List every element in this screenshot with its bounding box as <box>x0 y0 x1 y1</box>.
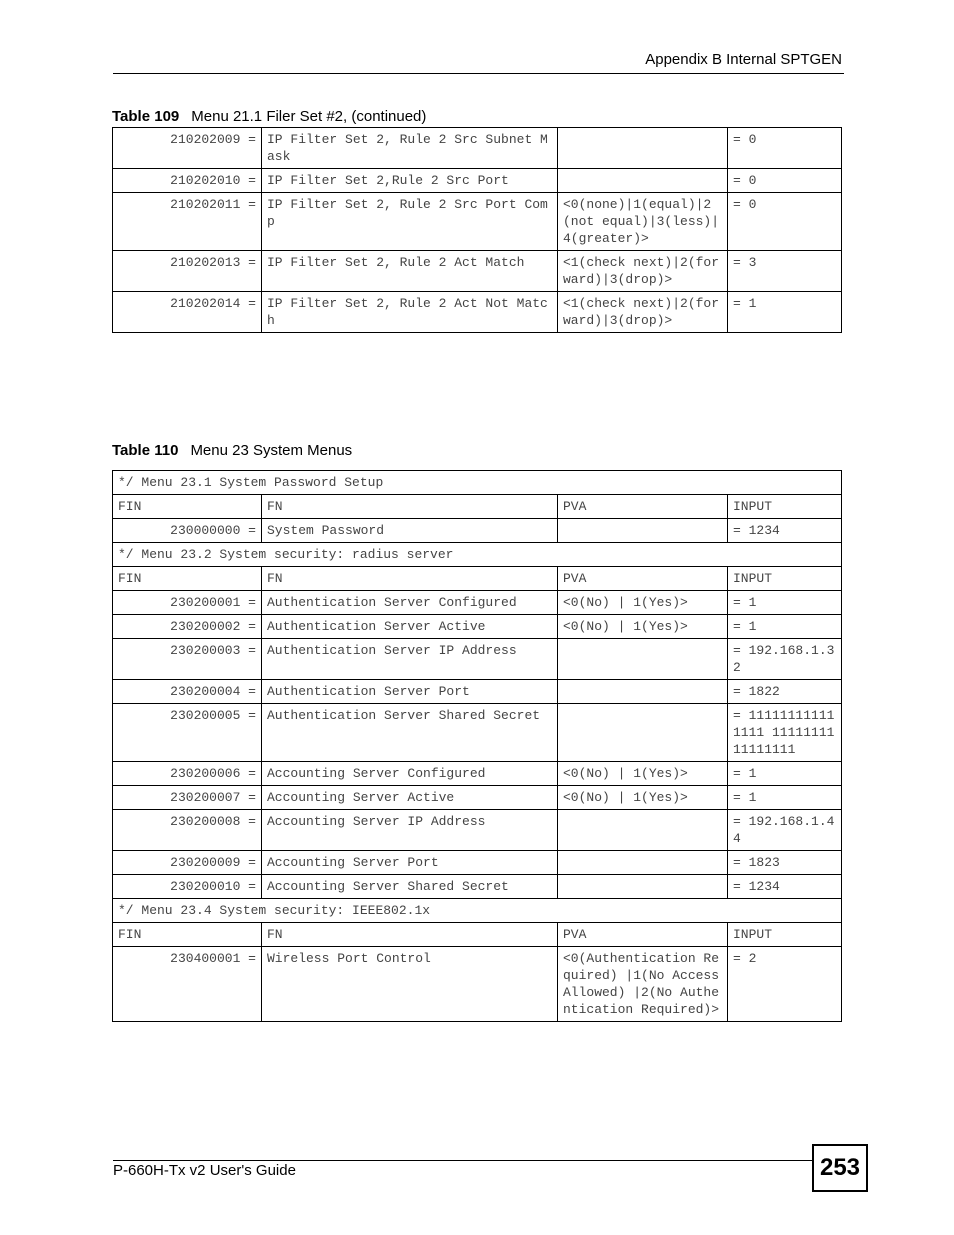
fin-cell: 210202011 = <box>113 193 262 251</box>
input-cell: = 1 <box>728 615 842 639</box>
fin-cell: 230200004 = <box>113 680 262 704</box>
column-header-pva: PVA <box>558 923 728 947</box>
table-row <box>113 786 842 810</box>
header-row <box>113 567 842 591</box>
pva-cell <box>558 875 728 899</box>
table-row <box>113 639 842 680</box>
input-cell: = 1823 <box>728 851 842 875</box>
pva-cell: <0(No) | 1(Yes)> <box>558 615 728 639</box>
fin-cell: 230200007 = <box>113 786 262 810</box>
table-109-caption <box>112 108 426 125</box>
table-row <box>113 810 842 851</box>
fn-cell: IP Filter Set 2, Rule 2 Act Not Match <box>262 292 558 333</box>
section-row <box>113 543 842 567</box>
fn-cell: Authentication Server Shared Secret <box>262 704 558 762</box>
input-cell: = 0 <box>728 128 842 169</box>
input-cell: = 1234 <box>728 519 842 543</box>
fin-cell: 230200003 = <box>113 639 262 680</box>
pva-cell <box>558 639 728 680</box>
header-row <box>113 495 842 519</box>
pva-cell <box>558 169 728 193</box>
table-row <box>113 851 842 875</box>
column-header-fin: FIN <box>113 567 262 591</box>
column-header-fn: FN <box>262 923 558 947</box>
table-109-title: Menu 21.1 Filer Set #2, (continued) <box>191 108 427 125</box>
running-header: Appendix B Internal SPTGEN <box>645 51 842 68</box>
fin-cell: 230200010 = <box>113 875 262 899</box>
section-row <box>113 899 842 923</box>
fn-cell: IP Filter Set 2, Rule 2 Src Subnet Mask <box>262 128 558 169</box>
fn-cell: IP Filter Set 2, Rule 2 Src Port Comp <box>262 193 558 251</box>
pva-cell <box>558 851 728 875</box>
table-109-label: Table 109 <box>112 108 180 125</box>
table-row <box>113 519 842 543</box>
column-header-fin: FIN <box>113 923 262 947</box>
table-109 <box>112 127 842 333</box>
input-cell: = 1234 <box>728 875 842 899</box>
footer-rule <box>113 1160 812 1161</box>
fn-cell: Authentication Server Active <box>262 615 558 639</box>
page-number: 253 <box>812 1144 868 1192</box>
pva-cell: <0(No) | 1(Yes)> <box>558 786 728 810</box>
input-cell: = 3 <box>728 251 842 292</box>
pva-cell <box>558 519 728 543</box>
input-cell: = 1 <box>728 762 842 786</box>
fin-cell: 230200006 = <box>113 762 262 786</box>
table-row <box>113 762 842 786</box>
input-cell: = 192.168.1.44 <box>728 810 842 851</box>
fin-cell: 230200005 = <box>113 704 262 762</box>
fin-cell: 210202014 = <box>113 292 262 333</box>
column-header-fin: FIN <box>113 495 262 519</box>
table-row <box>113 169 842 193</box>
header-rule <box>113 73 844 74</box>
section-title: */ Menu 23.2 System security: radius server <box>113 543 842 567</box>
table-row <box>113 875 842 899</box>
column-header-pva: PVA <box>558 567 728 591</box>
column-header-input: INPUT <box>728 567 842 591</box>
fn-cell: IP Filter Set 2, Rule 2 Act Match <box>262 251 558 292</box>
fin-cell: 230200009 = <box>113 851 262 875</box>
table-row <box>113 128 842 169</box>
header-row <box>113 923 842 947</box>
pva-cell: <0(none)|1(equal)|2(not equal)|3(less)|4(greater)> <box>558 193 728 251</box>
table-row <box>113 251 842 292</box>
section-title: */ Menu 23.1 System Password Setup <box>113 471 842 495</box>
input-cell: = 1 <box>728 292 842 333</box>
section-row <box>113 471 842 495</box>
pva-cell <box>558 128 728 169</box>
table-row <box>113 680 842 704</box>
pva-cell <box>558 704 728 762</box>
pva-cell: <0(No) | 1(Yes)> <box>558 591 728 615</box>
fn-cell: Accounting Server Active <box>262 786 558 810</box>
fin-cell: 210202009 = <box>113 128 262 169</box>
pva-cell <box>558 680 728 704</box>
table-row <box>113 615 842 639</box>
fn-cell: Accounting Server Port <box>262 851 558 875</box>
table-row <box>113 704 842 762</box>
fn-cell: IP Filter Set 2,Rule 2 Src Port <box>262 169 558 193</box>
table-row <box>113 947 842 1022</box>
input-cell: = 1822 <box>728 680 842 704</box>
fn-cell: Authentication Server IP Address <box>262 639 558 680</box>
input-cell: = 2 <box>728 947 842 1022</box>
pva-cell: <0(No) | 1(Yes)> <box>558 762 728 786</box>
fn-cell: System Password <box>262 519 558 543</box>
column-header-fn: FN <box>262 567 558 591</box>
table-row <box>113 193 842 251</box>
fn-cell: Accounting Server IP Address <box>262 810 558 851</box>
input-cell: = 192.168.1.32 <box>728 639 842 680</box>
input-cell: = 0 <box>728 169 842 193</box>
pva-cell: <1(check next)|2(forward)|3(drop)> <box>558 251 728 292</box>
fin-cell: 210202013 = <box>113 251 262 292</box>
fin-cell: 230200002 = <box>113 615 262 639</box>
fin-cell: 210202010 = <box>113 169 262 193</box>
input-cell: = 1 <box>728 786 842 810</box>
section-title: */ Menu 23.4 System security: IEEE802.1x <box>113 899 842 923</box>
fn-cell: Authentication Server Configured <box>262 591 558 615</box>
fn-cell: Accounting Server Configured <box>262 762 558 786</box>
table-110 <box>112 470 842 1022</box>
fin-cell: 230000000 = <box>113 519 262 543</box>
fin-cell: 230200001 = <box>113 591 262 615</box>
fn-cell: Accounting Server Shared Secret <box>262 875 558 899</box>
guide-title: P-660H-Tx v2 User's Guide <box>113 1162 296 1179</box>
pva-cell: <1(check next)|2(forward)|3(drop)> <box>558 292 728 333</box>
input-cell: = 111111111111111 1111111111111111 <box>728 704 842 762</box>
pva-cell: <0(Authentication Required) |1(No Access Allowed) |2(No Authentication Required)> <box>558 947 728 1022</box>
table-110-label: Table 110 <box>112 442 179 459</box>
fin-cell: 230400001 = <box>113 947 262 1022</box>
input-cell: = 1 <box>728 591 842 615</box>
column-header-fn: FN <box>262 495 558 519</box>
table-row <box>113 591 842 615</box>
column-header-pva: PVA <box>558 495 728 519</box>
column-header-input: INPUT <box>728 923 842 947</box>
table-110-caption <box>112 442 352 459</box>
table-row <box>113 292 842 333</box>
fin-cell: 230200008 = <box>113 810 262 851</box>
pva-cell <box>558 810 728 851</box>
fn-cell: Authentication Server Port <box>262 680 558 704</box>
input-cell: = 0 <box>728 193 842 251</box>
column-header-input: INPUT <box>728 495 842 519</box>
fn-cell: Wireless Port Control <box>262 947 558 1022</box>
table-110-title: Menu 23 System Menus <box>190 442 353 459</box>
